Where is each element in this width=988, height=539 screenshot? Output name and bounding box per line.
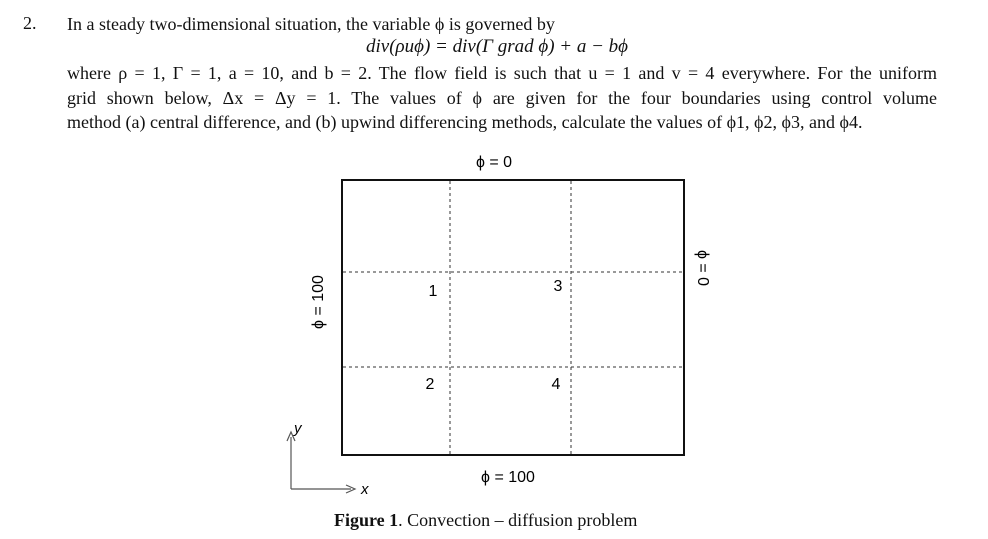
question-line-1: where ρ = 1, Γ = 1, a = 10, and b = 2. The flow field is such that u = 1 and v = 4 everywhere. For the uniform bbox=[67, 63, 937, 83]
left-boundary-label: ϕ = 100 bbox=[310, 275, 327, 329]
caption-bold: Figure 1 bbox=[334, 510, 399, 530]
x-axis-label: x bbox=[361, 481, 369, 498]
figure-caption bbox=[334, 510, 637, 531]
node-label-1: 1 bbox=[428, 283, 438, 300]
node-label-4: 4 bbox=[551, 376, 561, 393]
node-label-2: 2 bbox=[425, 376, 435, 393]
question-intro: In a steady two-dimensional situation, the variable ϕ is governed by bbox=[67, 14, 555, 34]
governing-equation: div(ρuϕ) = div(Γ grad ϕ) + a − bϕ bbox=[365, 36, 629, 57]
top-boundary-label: ϕ = 0 bbox=[475, 154, 513, 171]
question-line-2: grid shown below, Δx = Δy = 1. The values of ϕ are given for the four boundaries using control volume bbox=[67, 87, 937, 108]
bottom-boundary-label: ϕ = 100 bbox=[481, 469, 535, 486]
domain-boundary bbox=[342, 180, 684, 455]
question-number: 2. bbox=[23, 13, 37, 33]
right-boundary-label: ϕ = 0 bbox=[694, 249, 711, 287]
y-axis-label: y bbox=[294, 420, 302, 437]
node-label-3: 3 bbox=[553, 278, 563, 295]
grid-lines bbox=[343, 181, 683, 454]
question-line-3: method (a) central difference, and (b) upwind differencing methods, calculate the values of ϕ1, ϕ2, ϕ3, and ϕ4. bbox=[67, 112, 863, 132]
caption-text: . Convection – diffusion problem bbox=[398, 510, 638, 530]
